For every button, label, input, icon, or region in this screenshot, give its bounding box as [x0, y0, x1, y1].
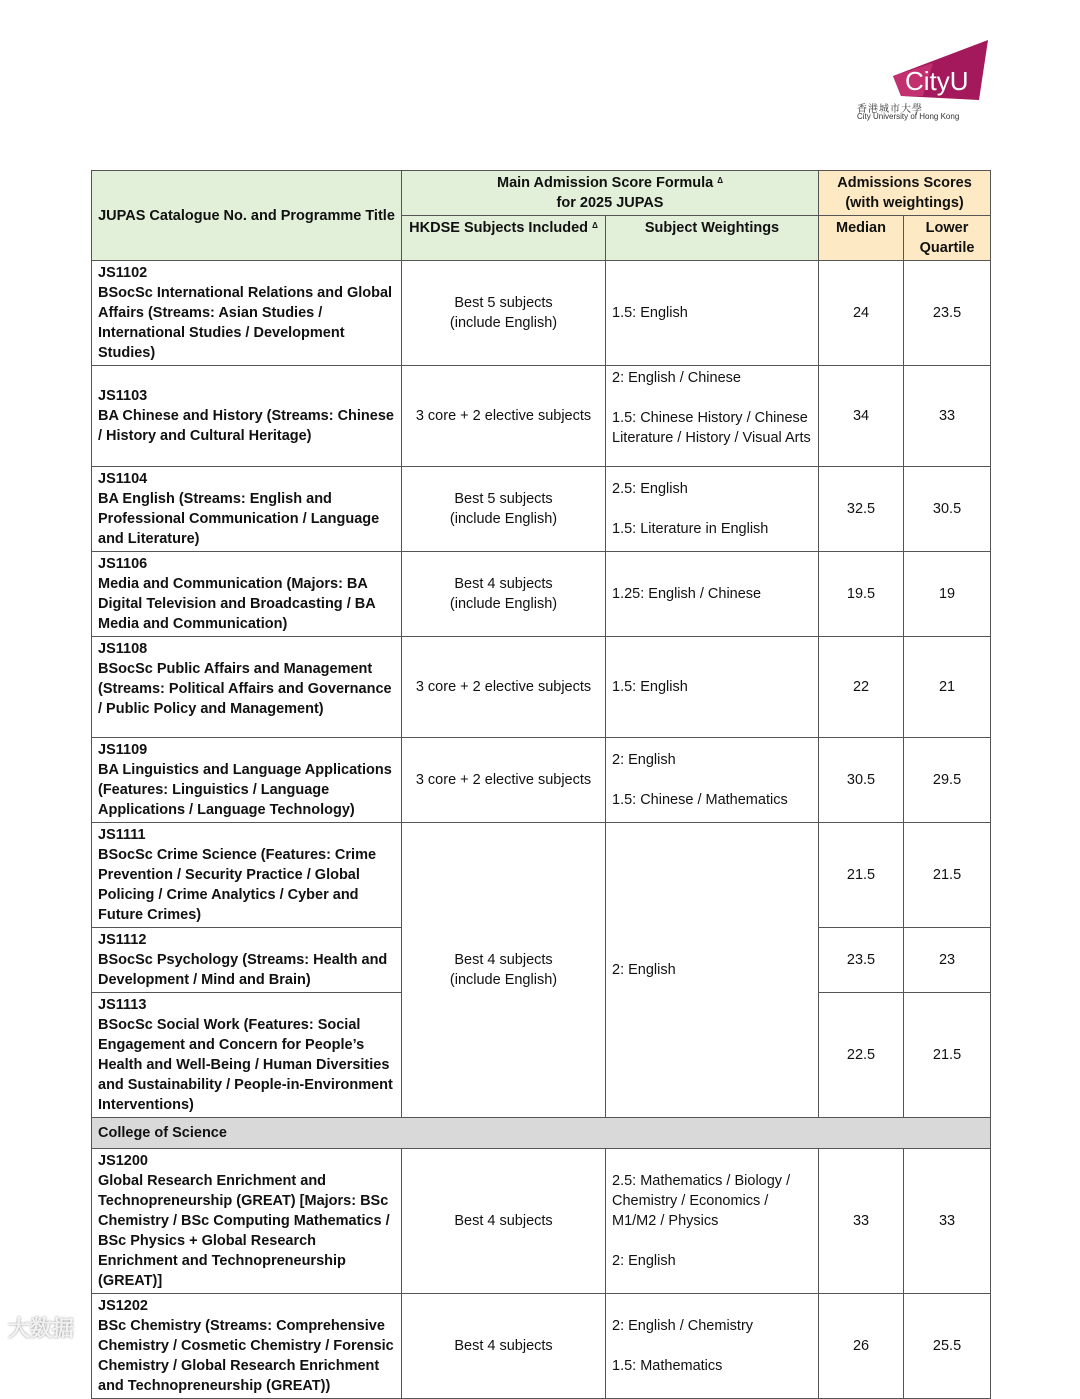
logo-english-name: City University of Hong Kong — [857, 112, 960, 121]
header-programme: JUPAS Catalogue No. and Programme Title — [92, 171, 402, 261]
table-row — [92, 467, 991, 552]
admission-scores-table — [91, 170, 991, 1399]
header-median: Median — [819, 216, 904, 261]
lower-quartile-cell: 33 — [904, 1149, 991, 1294]
weightings-cell: 2: English 1.5: Chinese / Mathematics — [606, 738, 819, 823]
lower-quartile-cell: 21 — [904, 637, 991, 738]
programme-cell: JS1111 BSocSc Crime Science (Features: Crime Prevention / Security Practice / Global Policing / Crime Analytics / Cyber and Future Crimes) — [92, 823, 402, 928]
programme-cell: JS1202 BSc Chemistry (Streams: Comprehensive Chemistry / Cosmetic Chemistry / Forensic Chemistry / Global Research Enrichment and Technopreneurship (GREAT)) — [92, 1294, 402, 1399]
lower-quartile-cell: 29.5 — [904, 738, 991, 823]
lower-quartile-cell: 23 — [904, 928, 991, 993]
median-cell: 33 — [819, 1149, 904, 1294]
table-row — [92, 552, 991, 637]
logo-chinese-name: 香港城市大學 — [857, 104, 923, 115]
header-subjects: HKDSE Subjects Included $^\Delta$ — [402, 216, 606, 261]
median-cell: 21.5 — [819, 823, 904, 928]
lower-quartile-cell: 21.5 — [904, 823, 991, 928]
subjects-cell: Best 5 subjects (include English) — [402, 261, 606, 366]
programme-cell: JS1112 BSocSc Psychology (Streams: Health and Development / Mind and Brain) — [92, 928, 402, 993]
college-row — [92, 1118, 991, 1149]
subjects-cell: Best 5 subjects (include English) — [402, 467, 606, 552]
weightings-cell: 2: English / Chemistry 1.5: Mathematics — [606, 1294, 819, 1399]
median-cell: 24 — [819, 261, 904, 366]
median-cell: 19.5 — [819, 552, 904, 637]
subjects-cell: Best 4 subjects (include English) — [402, 552, 606, 637]
table-row — [92, 637, 991, 738]
subjects-cell: Best 4 subjects — [402, 1294, 606, 1399]
table-row — [92, 261, 991, 366]
college-title: College of Science — [92, 1118, 991, 1149]
programme-cell: JS1103 BA Chinese and History (Streams: Chinese / History and Cultural Heritage) — [92, 366, 402, 467]
subjects-cell: Best 4 subjects (include English) — [402, 823, 606, 1118]
subjects-cell: 3 core + 2 elective subjects — [402, 738, 606, 823]
lower-quartile-cell: 19 — [904, 552, 991, 637]
weightings-cell: 2.5: English 1.5: Literature in English — [606, 467, 819, 552]
median-cell: 34 — [819, 366, 904, 467]
programme-cell: JS1109 BA Linguistics and Language Applications (Features: Linguistics / Language Applications / Language Technology) — [92, 738, 402, 823]
table-row — [92, 738, 991, 823]
subjects-cell: 3 core + 2 elective subjects — [402, 366, 606, 467]
median-cell: 23.5 — [819, 928, 904, 993]
weightings-cell: 2: English — [606, 823, 819, 1118]
table-row — [92, 366, 991, 467]
programme-cell: JS1102 BSocSc International Relations and Global Affairs (Streams: Asian Studies / International Studies / Development Studies) — [92, 261, 402, 366]
header-weightings: Subject Weightings — [606, 216, 819, 261]
subjects-cell: Best 4 subjects — [402, 1149, 606, 1294]
programme-cell: JS1104 BA English (Streams: English and Professional Communication / Language and Literature) — [92, 467, 402, 552]
lower-quartile-cell: 25.5 — [904, 1294, 991, 1399]
weightings-cell: 1.5: English — [606, 637, 819, 738]
weightings-cell: 2: English / Chinese 1.5: Chinese History / Chinese Literature / History / Visual Arts — [606, 366, 819, 467]
table-row — [92, 1149, 991, 1294]
table-row — [92, 1294, 991, 1399]
programme-cell: JS1108 BSocSc Public Affairs and Management (Streams: Political Affairs and Governance / Public Policy and Management) — [92, 637, 402, 738]
lower-quartile-cell: 33 — [904, 366, 991, 467]
weightings-cell: 1.5: English — [606, 261, 819, 366]
programme-cell: JS1200 Global Research Enrichment and Technopreneurship (GREAT) [Majors: BSc Chemistry / BSc Computing Mathematics / BSc Physics + Global Research Enrichment and Technopreneurship (GREAT)] — [92, 1149, 402, 1294]
median-cell: 32.5 — [819, 467, 904, 552]
table-row — [92, 823, 991, 928]
weightings-cell: 2.5: Mathematics / Biology / Chemistry / Economics / M1/M2 / Physics 2: English — [606, 1149, 819, 1294]
watermark: 大数据 — [8, 1316, 75, 1341]
header-lower-quartile: Lower Quartile — [904, 216, 991, 261]
logo-brand-text: CityU — [905, 66, 969, 96]
cityu-logo — [853, 38, 1003, 128]
lower-quartile-cell: 23.5 — [904, 261, 991, 366]
header-admission-scores: Admissions Scores (with weightings) — [819, 171, 991, 216]
header-formula: Main Admission Score Formula $^\Delta$ for 2025 JUPAS — [402, 171, 819, 216]
programme-cell: JS1113 BSocSc Social Work (Features: Social Engagement and Concern for People’s Health and Well-Being / Human Diversities and Sustainability / People-in-Environment Interventions) — [92, 993, 402, 1118]
subjects-cell: 3 core + 2 elective subjects — [402, 637, 606, 738]
weightings-cell: 1.25: English / Chinese — [606, 552, 819, 637]
median-cell: 26 — [819, 1294, 904, 1399]
median-cell: 22.5 — [819, 993, 904, 1118]
cityu-logo-mark — [883, 38, 993, 108]
lower-quartile-cell: 21.5 — [904, 993, 991, 1118]
median-cell: 22 — [819, 637, 904, 738]
median-cell: 30.5 — [819, 738, 904, 823]
programme-cell: JS1106 Media and Communication (Majors: BA Digital Television and Broadcasting / BA Media and Communication) — [92, 552, 402, 637]
lower-quartile-cell: 30.5 — [904, 467, 991, 552]
